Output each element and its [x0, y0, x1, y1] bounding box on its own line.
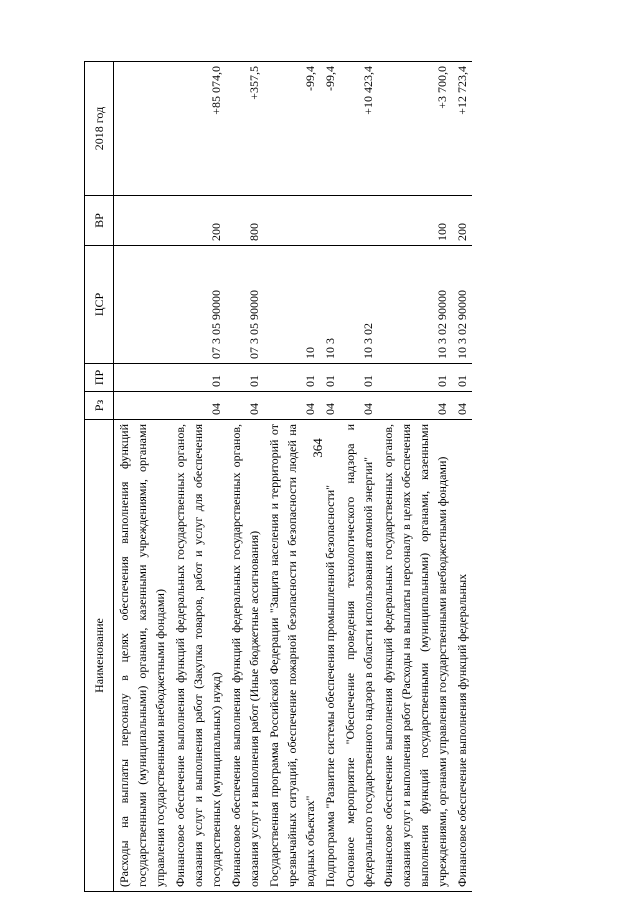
row-csr: 10 3 02 90000	[452, 246, 472, 364]
row-pr: 01	[340, 364, 378, 392]
table-row	[114, 62, 171, 892]
budget-table	[84, 61, 472, 892]
table-header-row	[85, 62, 114, 892]
header-vr: ВР	[85, 196, 114, 246]
row-csr: 10 3 02	[340, 246, 378, 364]
page-number: 364	[310, 438, 325, 458]
header-csr: ЦСР	[85, 246, 114, 364]
row-amount: +3 700,0	[378, 62, 452, 196]
row-vr: 200	[170, 196, 226, 246]
row-pr: 01	[264, 364, 320, 392]
row-name: Финансовое обеспечение выполнения функций федеральных государственных органов, оказания услуг и выполнения работ (Иные бюджетные ассигнования)	[226, 420, 264, 892]
row-amount	[114, 62, 171, 196]
row-rz: 04	[226, 392, 264, 420]
header-pr: ПР	[85, 364, 114, 392]
table-row	[452, 62, 472, 892]
row-amount: +357,5	[226, 62, 264, 196]
header-name: Наименование	[85, 420, 114, 892]
row-amount: +10 423,4	[340, 62, 378, 196]
row-name: Подпрограмма "Развитие системы обеспечения промышленной безопасности"	[320, 420, 340, 892]
row-rz: 04	[170, 392, 226, 420]
table-row	[378, 62, 452, 892]
row-pr: 01	[170, 364, 226, 392]
row-pr: 01	[226, 364, 264, 392]
table-row	[340, 62, 378, 892]
row-rz	[114, 392, 171, 420]
row-rz: 04	[340, 392, 378, 420]
row-rz: 04	[452, 392, 472, 420]
row-name: Финансовое обеспечение выполнения функций федеральных государственных органов, оказания услуг и выполнения работ (Расходы на выплаты персоналу в целях обеспечения выполнения функций государственными (муниципальными) органами, казенными учреждениями, органами управления государственными внебюджетными фондами)	[378, 420, 452, 892]
row-pr: 01	[452, 364, 472, 392]
header-year: 2018 год	[85, 62, 114, 196]
row-amount: -99,4	[320, 62, 340, 196]
row-name: Финансовое обеспечение выполнения функций федеральных государственных органов, оказания услуг и выполнения работ (Закупка товаров, работ и услуг для обеспечения государственных (муниципальных) нужд)	[170, 420, 226, 892]
row-name: (Расходы на выплаты персоналу в целях обеспечения выполнения функций государственными (муниципальными) органами, казенными учреждениями, органами управления государственными внебюджетными фондами)	[114, 420, 171, 892]
row-vr	[264, 196, 320, 246]
row-pr	[114, 364, 171, 392]
row-vr	[114, 196, 171, 246]
row-rz: 04	[378, 392, 452, 420]
header-rz: Рз	[85, 392, 114, 420]
row-name: Финансовое обеспечение выполнения функций федеральных	[452, 420, 472, 892]
row-rz: 04	[320, 392, 340, 420]
row-csr: 10 3 02 90000	[378, 246, 452, 364]
row-vr: 100	[378, 196, 452, 246]
row-csr: 10	[264, 246, 320, 364]
table-row	[170, 62, 226, 892]
table-row	[264, 62, 320, 892]
row-vr: 200	[452, 196, 472, 246]
row-amount: +12 723,4	[452, 62, 472, 196]
row-pr: 01	[320, 364, 340, 392]
row-csr: 07 3 05 90000	[170, 246, 226, 364]
rotated-table-container	[84, 62, 554, 892]
table-row	[320, 62, 340, 892]
row-csr: 07 3 05 90000	[226, 246, 264, 364]
row-pr: 01	[378, 364, 452, 392]
row-name: Государственная программа Российской Федерации "Защита населения и территорий от чрезвычайных ситуаций, обеспечение пожарной безопасности и безопасности людей на водных объектах"	[264, 420, 320, 892]
row-csr: 10 3	[320, 246, 340, 364]
row-vr	[320, 196, 340, 246]
row-csr	[114, 246, 171, 364]
row-amount: -99,4	[264, 62, 320, 196]
row-vr: 800	[226, 196, 264, 246]
row-rz: 04	[264, 392, 320, 420]
row-amount: +85 074,0	[170, 62, 226, 196]
table-row	[226, 62, 264, 892]
row-vr	[340, 196, 378, 246]
row-name: Основное мероприятие "Обеспечение проведения технологического надзора и федерального государственного надзора в области использования атомной энергии"	[340, 420, 378, 892]
